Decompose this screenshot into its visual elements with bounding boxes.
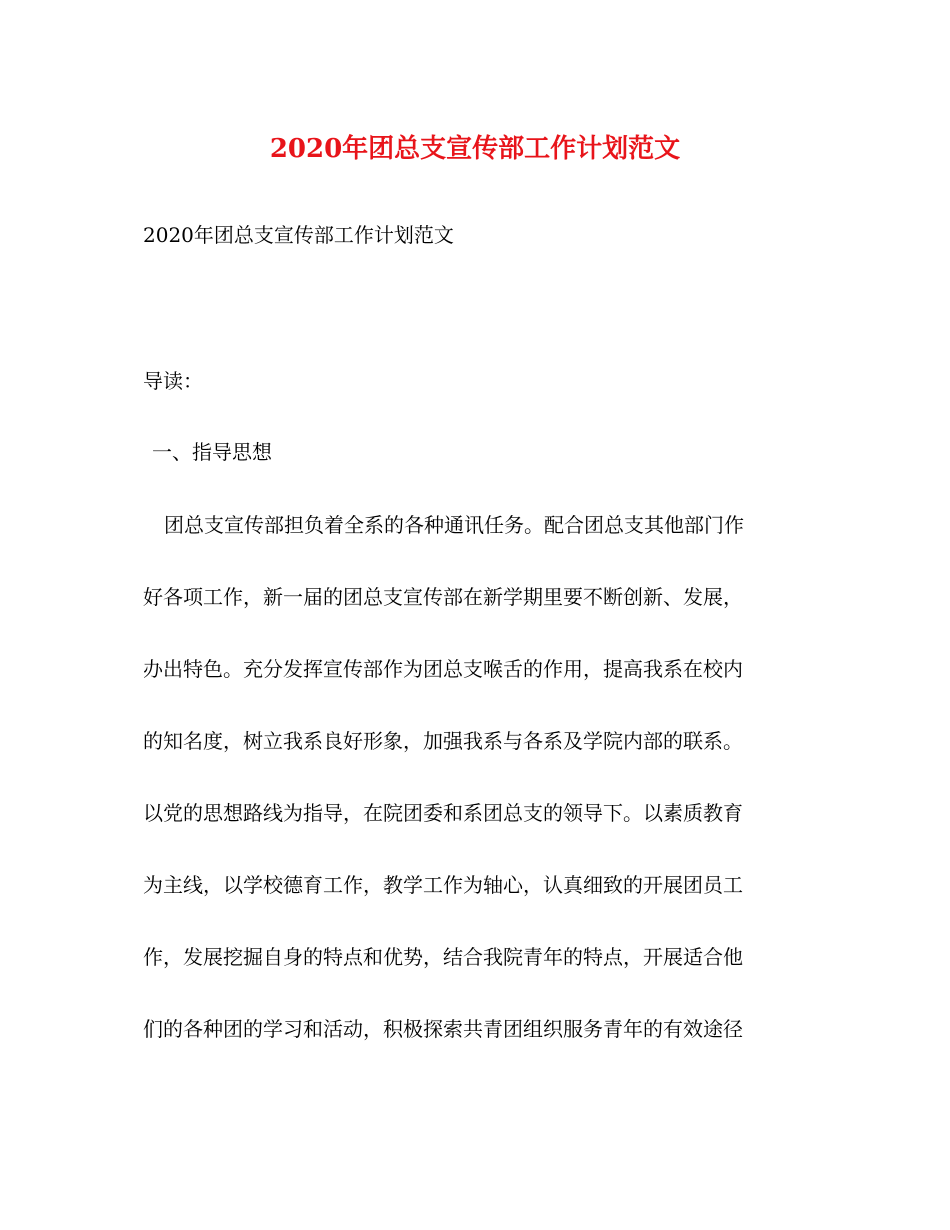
document-subtitle: 2020年团总支宣传部工作计划范文 — [143, 223, 454, 247]
lead-label: 导读： — [143, 369, 203, 393]
section-heading: 一、指导思想 — [152, 440, 272, 464]
body-line: 作，发展挖掘自身的特点和优势，结合我院青年的特点，开展适合他 — [143, 945, 743, 969]
body-line: 的知名度，树立我系良好形象，加强我系与各系及学院内部的联系。 — [143, 729, 743, 753]
body-line: 为主线，以学校德育工作，教学工作为轴心，认真细致的开展团员工 — [143, 873, 743, 897]
body-line: 们的各种团的学习和活动，积极探索共青团组织服务青年的有效途径 — [143, 1017, 743, 1041]
body-line: 好各项工作，新一届的团总支宣传部在新学期里要不断创新、发展， — [143, 585, 743, 609]
body-paragraph — [143, 511, 808, 1087]
body-line: 团总支宣传部担负着全系的各种通讯任务。配合团总支其他部门作 — [164, 513, 744, 537]
body-line: 办出特色。充分发挥宣传部作为团总支喉舌的作用，提高我系在校内 — [143, 657, 743, 681]
document-title: 2020年团总支宣传部工作计划范文 — [269, 134, 681, 164]
body-line: 以党的思想路线为指导，在院团委和系团总支的领导下。以素质教育 — [143, 801, 743, 825]
